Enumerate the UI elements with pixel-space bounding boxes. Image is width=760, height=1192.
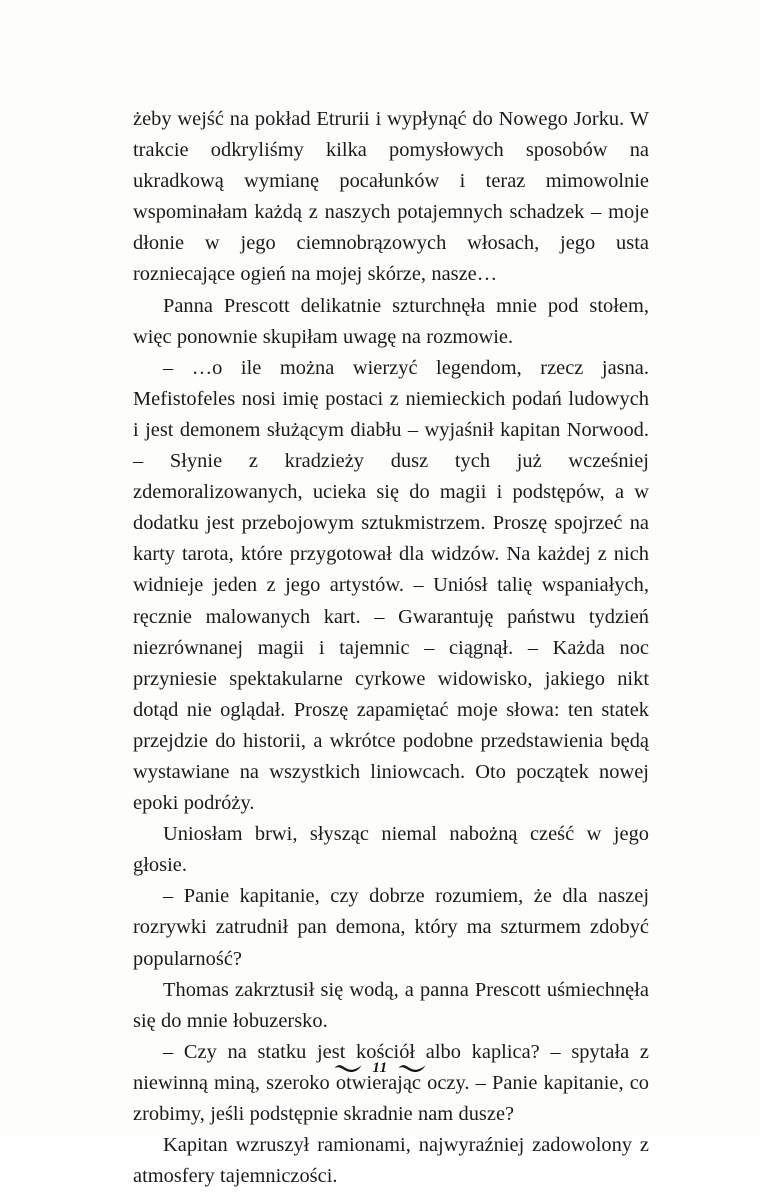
paragraph: – …o ile można wierzyć legendom, rzecz jasna. Mefistofeles nosi imię postaci z niemieckich podań ludowych i jest demonem służącym diabłu – wyjaśnił kapitan Norwood. – Słynie z kradzieży dusz tych już wcześniej zdemoralizowanych, ucieka się do magii i podstępów, a w dodatku jest przebojowym sztukmistrzem. Proszę spojrzeć na karty tarota, które przygotował dla widzów. Na każdej z nich widnieje jeden z jego artystów. – Uniósł talię wspaniałych, ręcznie malowanych kart. – Gwarantuję państwu tydzień niezrównanej magii i tajemnic – ciągnął. – Każda noc przyniesie spektakularne cyrkowe widowisko, jakiego nikt dotąd nie oglądał. Proszę zapamiętać moje słowa: ten statek przejdzie do historii, a wkrótce podobne przedstawienia będą wystawiane na wszystkich liniowcach. Oto początek nowej epoki podróży. xyxy=(133,356,649,815)
paragraph: Thomas zakrztusił się wodą, a panna Prescott uśmiechnęła się do mnie łobuzersko. xyxy=(133,978,649,1032)
paragraph: – Czy na statku jest kościół albo kaplica? – spytała z niewinną miną, szeroko otwierając oczy. – Panie kapitanie, co zrobimy, jeśli podstępnie skradnie nam dusze? xyxy=(133,1040,649,1125)
page-text-block xyxy=(133,104,649,1192)
page-footer xyxy=(0,1056,760,1080)
paragraph: Kapitan wzruszył ramionami, najwyraźniej zadowolony z atmosfery tajemniczości. xyxy=(133,1134,649,1188)
paragraph: Panna Prescott delikatnie szturchnęła mnie pod stołem, więc ponownie skupiłam uwagę na rozmowie. xyxy=(133,294,649,348)
wave-ornament-icon xyxy=(333,1062,363,1074)
paragraph: – Panie kapitanie, czy dobrze rozumiem, że dla naszej rozrywki zatrudnił pan demona, który ma szturmem zdobyć popularność? xyxy=(133,885,649,970)
paragraph: żeby wejść na pokład Etrurii i wypłynąć do Nowego Jorku. W trakcie odkryliśmy kilka pomysłowych sposobów na ukradkową wymianę pocałunków i teraz mimowolnie wspominałam każdą z naszych potajemnych schadzek – moje dłonie w jego ciemnobrązowych włosach, jego usta rozniecające ogień na mojej skórze, nasze… xyxy=(133,108,649,286)
page-number: 11 xyxy=(372,1059,388,1076)
wave-ornament-icon xyxy=(397,1062,427,1074)
paragraph: Uniosłam brwi, słysząc niemal nabożną cześć w jego głosie. xyxy=(133,823,649,877)
